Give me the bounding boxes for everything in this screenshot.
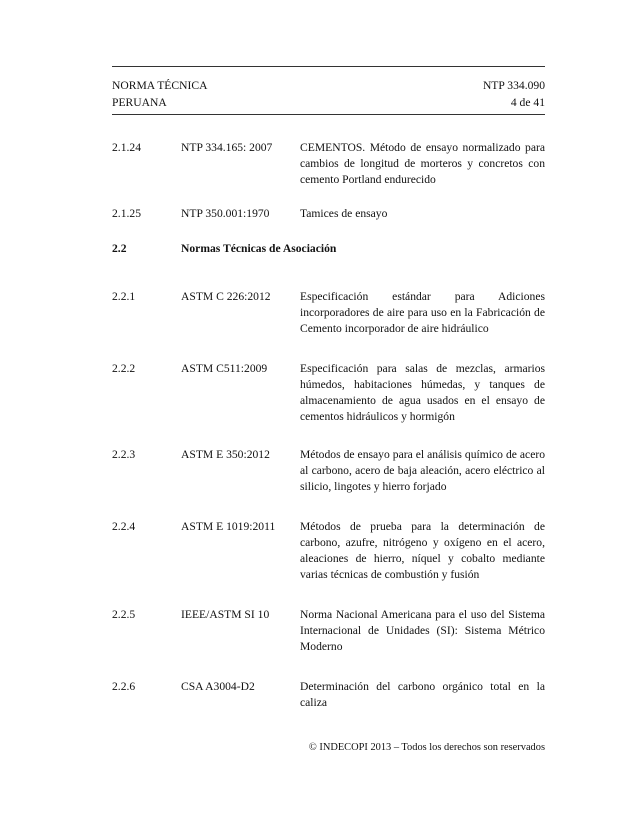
entry-number: 2.2.3 bbox=[112, 448, 136, 461]
entry-number: 2.1.24 bbox=[112, 141, 141, 154]
header-norma-label: NORMA TÉCNICA bbox=[112, 79, 208, 92]
reference-entry-2-2-3 bbox=[112, 447, 545, 519]
entry-reference: ASTM E 1019:2011 bbox=[181, 520, 276, 533]
section-number: 2.2 bbox=[112, 242, 127, 255]
reference-list bbox=[112, 140, 545, 719]
header-row-1 bbox=[112, 77, 545, 94]
entry-reference: NTP 350.001:1970 bbox=[181, 207, 270, 220]
entry-reference: IEEE/ASTM SI 10 bbox=[181, 608, 270, 621]
entry-number: 2.1.25 bbox=[112, 207, 141, 220]
entry-description: Métodos de ensayo para el análisis químico de acero al carbono, acero de baja aleación, acero eléctrico al silicio, lingotes y hierro forjado bbox=[300, 448, 545, 493]
entry-reference: CSA A3004-D2 bbox=[181, 680, 255, 693]
header-country-label: PERUANA bbox=[112, 96, 167, 109]
entry-description: Especificación para salas de mezclas, armarios húmedos, habitaciones húmedas, y tanques de almacenamiento de agua usados en el ensayo de cementos hidráulicos y hormigón bbox=[300, 362, 545, 423]
entry-number: 2.2.4 bbox=[112, 520, 136, 533]
entry-description: Tamices de ensayo bbox=[300, 207, 388, 220]
entry-reference: NTP 334.165: 2007 bbox=[181, 141, 273, 154]
entry-reference: ASTM C511:2009 bbox=[181, 362, 268, 375]
reference-entry-2-1-24 bbox=[112, 140, 545, 206]
entry-description: Norma Nacional Americana para el uso del Sistema Internacional de Unidades (SI): Sistema Métrico Moderno bbox=[300, 608, 545, 653]
copyright-footer: © INDECOPI 2013 – Todos los derechos son reservados bbox=[308, 742, 545, 753]
reference-entry-2-2-5 bbox=[112, 607, 545, 679]
reference-entry-2-1-25 bbox=[112, 206, 545, 241]
entry-number: 2.2.2 bbox=[112, 362, 136, 375]
section-heading bbox=[112, 241, 545, 289]
entry-description: Métodos de prueba para la determinación de carbono, azufre, nitrógeno y oxígeno en el acero, aleaciones de hierro, níquel y cobalto mediante varias técnicas de combustión y fusión bbox=[300, 520, 545, 581]
reference-entry-2-2-1 bbox=[112, 289, 545, 361]
reference-entry-2-2-6 bbox=[112, 679, 545, 719]
header-row-2 bbox=[112, 94, 545, 111]
entry-reference: ASTM C 226:2012 bbox=[181, 290, 271, 303]
entry-description: Especificación estándar para Adiciones incorporadores de aire para uso en la Fabricación de Cemento incorporador de aire hidráulico bbox=[300, 290, 545, 335]
page-header bbox=[112, 66, 545, 115]
section-title: Normas Técnicas de Asociación bbox=[181, 242, 337, 255]
reference-entry-2-2-2 bbox=[112, 361, 545, 447]
reference-entry-2-2-4 bbox=[112, 519, 545, 607]
entry-number: 2.2.1 bbox=[112, 290, 136, 303]
entry-description: CEMENTOS. Método de ensayo normalizado para cambios de longitud de morteros y concretos con cemento Portland endurecido bbox=[300, 141, 545, 186]
entry-number: 2.2.5 bbox=[112, 608, 136, 621]
header-page-number: 4 de 41 bbox=[510, 96, 545, 109]
header-standard-code: NTP 334.090 bbox=[482, 79, 545, 92]
entry-number: 2.2.6 bbox=[112, 680, 136, 693]
entry-reference: ASTM E 350:2012 bbox=[181, 448, 270, 461]
entry-description: Determinación del carbono orgánico total en la caliza bbox=[300, 680, 545, 709]
